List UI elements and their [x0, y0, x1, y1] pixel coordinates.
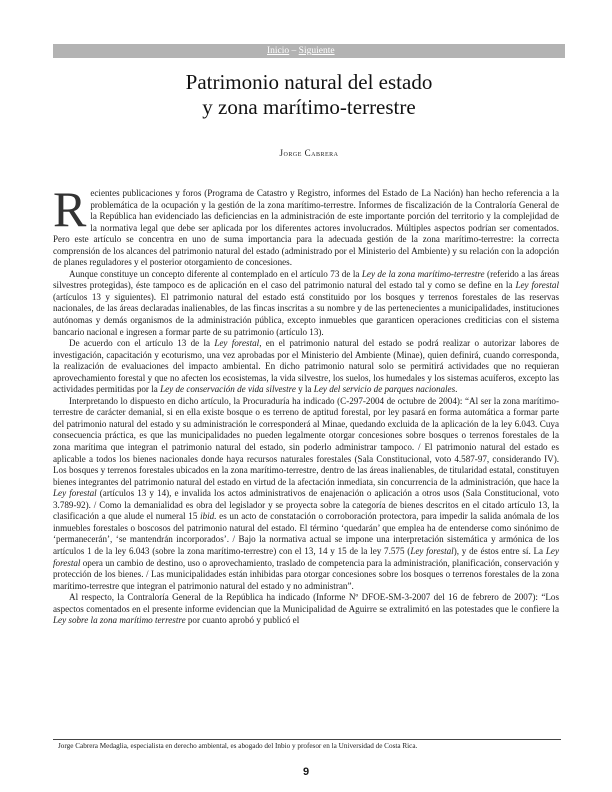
text-run: (referido a las áreas silvestres protegidas), éste tampoco es de aplicación en el caso del patrimonio natural del estado tal y como se define en la — [53, 268, 559, 291]
italic-run: Ley forestal — [53, 488, 97, 499]
title-line-2: y zona marítimo-terrestre — [202, 95, 416, 119]
text-run: opera un cambio de destino, uso o aprovechamiento, traslado de competencia para la administración, planificación, conservación y protección de los bienes. / Las municipalidades están inhibidas para otorgar concesiones sobre los bosques o terrenos forestales de la zona marítimo-terrestre que integran el patrimonio natural del estado y no administran”. — [53, 557, 559, 591]
italic-run: Ley forestal — [410, 545, 454, 556]
article-body — [53, 181, 560, 627]
title-line-1: Patrimonio natural del estado — [185, 70, 433, 94]
italic-run: Ley forestal — [53, 545, 560, 568]
text-run: , en el patrimonio natural del estado se podrá realizar o autorizar labores de investigación, capacitación y ecoturismo, una vez aprobadas por el Ministerio del Ambiente (Minae), quien definirá, cuando corresponda, la realización de evaluaciones del impacto ambiental. En dicho patrimonio natural solo se permitirá actividades que no requieran aprovechamiento forestal y que no afecten los ecosistemas, la vida silvestre, los suelos, los humedales y los sistemas acuíferos, excepto las actividades permitidas por la — [53, 338, 559, 395]
italic-run: Ley del servicio de parques nacionales — [313, 384, 456, 395]
text-run: De acuerdo con el artículo 13 de la — [69, 338, 215, 349]
paragraph-4 — [53, 396, 559, 592]
author-name: Jorge Cabrera — [279, 148, 339, 158]
text-run: por cuanto aprobó y publicó el — [185, 615, 300, 626]
article-title — [53, 70, 565, 120]
author-footnote: Jorge Cabrera Medaglia, especialista en derecho ambiental, es abogado del Inbio y profesor en la Universidad de Costa Rica. — [58, 742, 418, 750]
paragraph-1 — [53, 181, 559, 269]
footnote-divider — [53, 739, 561, 740]
italic-run: ibid. — [200, 511, 217, 522]
navigation-bar — [53, 44, 565, 58]
nav-separator: – — [289, 46, 299, 56]
text-run: Aunque constituye un concepto diferente al contemplado en el artículo 73 de la — [69, 268, 362, 279]
text-run: Interpretando lo dispuesto en dicho artículo, la Procuraduría ha indicado (C-297-2004 de octubre de 2004): “Al ser la zona marítimo-terrestre de carácter demanial, si en ella existe bosque o es terreno de aptitud forestal, por ley pasará en forma automática a formar parte del patrimonio natural del estado y su administración le corresponderá al Minae, quedando excluida de la aplicación de la ley 6.043. Cuya consecuencia práctica, es que las municipalidades no pueden legalmente otorgar concesiones sobre bosques o terrenos forestales de la zona marítima que integran el patrimonio natural del estado, sin poderlo administrar tampoco. / El patrimonio natural del estado es aplicable a todos los bienes nacionales donde haya recursos naturales forestales (Sala Constitucional, voto 4.587-97, considerando IV). Los bosques y terrenos forestales ubicados en la zona marítimo-terrestre, dentro de las áreas inalienables, de titularidad estatal, constituyen bienes integrantes del patrimonio natural del estado en virtud de la afectación inmediata, sin concurrencia de la administración, que hace la — [53, 395, 559, 487]
text-run: y la — [295, 384, 314, 395]
text-run: (artículos 13 y siguientes). El patrimonio natural del estado está constituido por los bosques y terrenos forestales de las reservas nacionales, de las áreas declaradas inalienables, de las fincas inscritas a su nombre y de las pertenecientes a municipalidades, instituciones autónomas y demás organismos de la administración pública, excepto inmuebles que garanticen operaciones crediticias con el sistema bancario nacional e ingresen a formar parte de su patrimonio (artículo 13). — [53, 291, 559, 337]
drop-cap: R — [53, 181, 87, 237]
italic-run: Ley de conservación de vida silvestre — [160, 384, 296, 395]
text-run: Al respecto, la Contraloría General de la República ha indicado (Informe Nº DFOE-SM-3-2007 del 16 de febrero de 2007): “Los aspectos comentados en el presente informe evidencian que la Municipalidad de Aguirre se extralimitó en las potestades que le confiere la — [53, 592, 559, 614]
italic-run: Ley de la zona marítimo-terrestre — [361, 268, 485, 279]
italic-run: Ley forestal — [214, 338, 260, 349]
text-run: es un acto de constatación o corroboración protectora, para impedir la salida anómala de los inmuebles forestales o boscosos del patrimonio natural del estado. El término ‘quedarán’ que emplea ha de entenderse como sinónimo de ‘permanecerán’, ‘se mantendrán incorporados’. / Bajo la normativa actual se impone una interpretación sistemática y armónica de los artículos 1 de la ley 6.043 (sobre la zona marítimo-terrestre) con el 13, 14 y 15 de la ley 7.575 ( — [53, 511, 559, 556]
paragraph-1-text: ecientes publicaciones y foros (Programa de Catastro y Registro, informes del Estado de La Nación) han hecho referencia a la problemática de la ocupación y la gestión de la zona marítimo-terrestre. Informes de fiscalización de la Contraloría General de la República han evidenciado las deficiencias en la administración de este importante porción del territorio y la complejidad de la normativa legal que debe ser aplicada por los diferentes actores involucrados. Múltiples aspectos podrían ser comentados. Pero este artículo se concentra en uno de suma importancia para la adecuada gestión de la zona marítimo-terrestre: la correcta comprensión de los alcances del patrimonio natural del estado (administrado por el Ministerio del Ambiente) y su relación con la adopción de planes reguladores y el posterior otorgamiento de concesiones. — [53, 188, 559, 268]
text-run: ), y de éstos entre sí. La — [453, 545, 546, 556]
inicio-link[interactable]: Inicio — [267, 46, 290, 56]
nav-links — [267, 44, 335, 58]
text-run: . — [455, 384, 458, 395]
paragraph-5 — [53, 592, 559, 627]
text-run: (artículos 13 y 14), e invalida los actos administrativos de enajenación o aplicación a otros usos (Sala Constitucional, voto 3.789-92). / Como la demanialidad es obra del legislador y se proyecta sobre la categoría de bienes descritos en el citado artículo 13, la clasificación a que alude el numeral 15 — [53, 488, 559, 522]
siguiente-link[interactable]: Siguiente — [298, 46, 335, 56]
page-number: 9 — [302, 766, 310, 778]
italic-run: Ley sobre la zona marítimo terrestre — [53, 615, 186, 626]
paragraph-2 — [53, 269, 559, 338]
paragraph-3 — [53, 338, 559, 396]
italic-run: Ley forestal — [515, 280, 559, 291]
